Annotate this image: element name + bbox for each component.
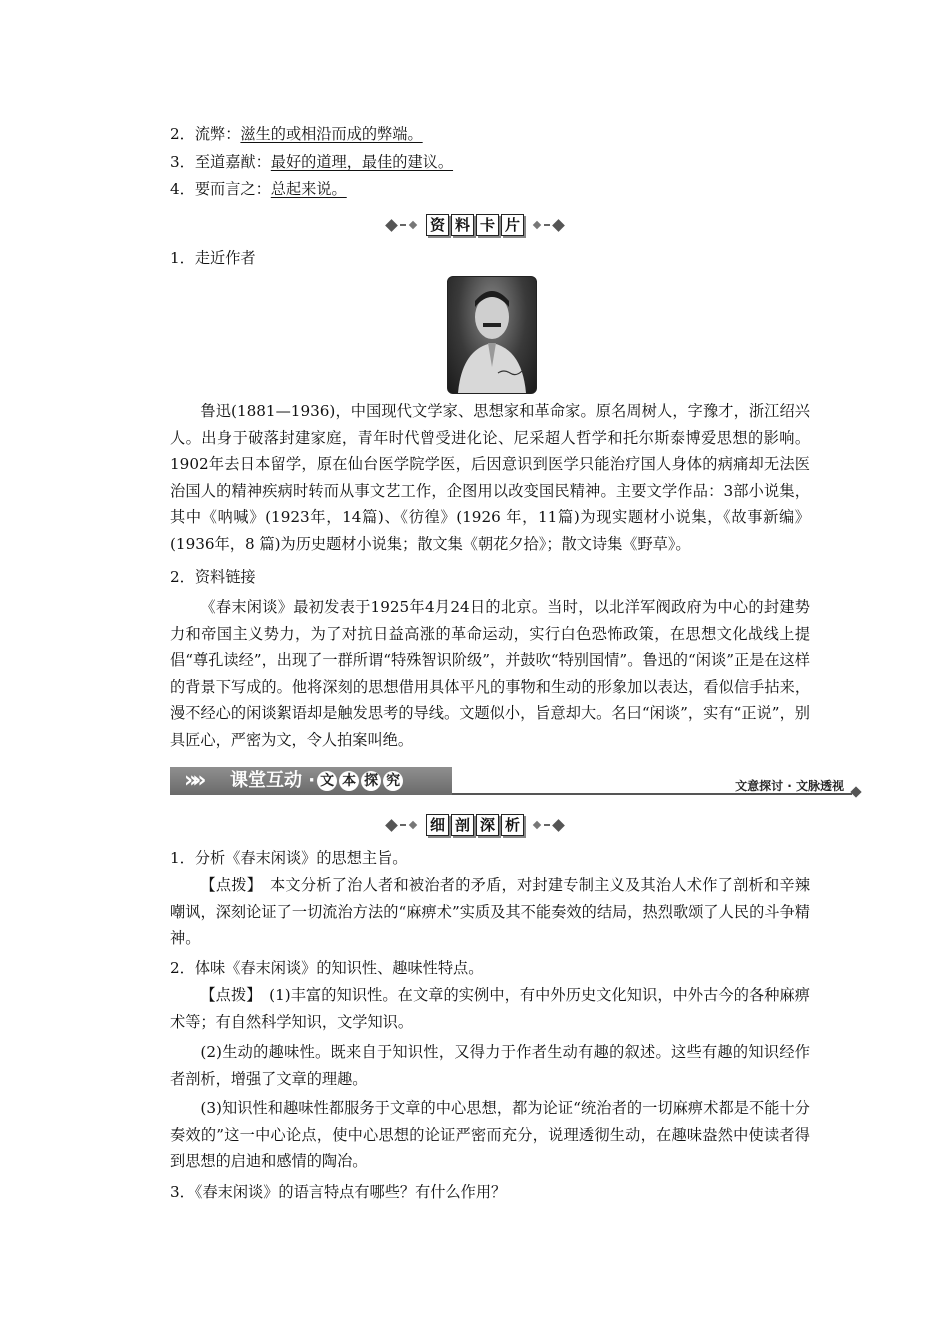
answer-2-part-3: (3)知识性和趣味性都服务于文章的中心思想，都为论证“统治者的一切麻痹术都是不能十分奏效的”这一中心论点，使中心思想的论证严密而充分，说理透彻生动，在趣味盎然中使读者得到思想的启迪和感情的陶冶。 bbox=[170, 1099, 810, 1170]
diamond-ornament-right bbox=[534, 221, 563, 230]
glossary-item bbox=[170, 124, 423, 144]
answer-text: (1)丰富的知识性。在文章的实例中，有中外历史文化知识，中外古今的各种麻痹术等；有自然科学知识，文学知识。 bbox=[170, 986, 810, 1031]
section-title bbox=[426, 214, 524, 236]
glossary-term: 3．至道嘉猷： bbox=[170, 153, 271, 171]
banner-char: 探 bbox=[361, 771, 381, 791]
glossary-definition: 总起来说。 bbox=[270, 180, 347, 198]
diamond-ornament-right bbox=[534, 821, 563, 830]
author-biography: 鲁迅(1881—1936)，中国现代文学家、思想家和革命家。原名周树人，字豫才，浙江绍兴人。出身于破落封建家庭，青年时代曾受进化论、尼采超人哲学和托尔斯泰博爱思想的影响。1902年去日本留学，原在仙台医学院学医，后因意识到医学只能治疗国人身体的病痛却无法医治国人的精神疾病时转而从事文艺工作，企图用以改变国民精神。主要文学作品：3部小说集，其中《呐喊》(1923年，14篇)、《彷徨》(1926 年，11篇)为现实题材小说集，《故事新编》(1936年，8 篇)为历史题材小说集；散文集《朝花夕拾》；散文诗集《野草》。 bbox=[170, 402, 810, 553]
glossary-term: 2．流弊： bbox=[170, 125, 241, 143]
glossary-definition: 最好的道理，最佳的建议。 bbox=[270, 153, 454, 171]
answer-text: 本文分析了治人者和被治者的矛盾，对封建专制主义及其治人术作了剖析和辛辣嘲讽，深刻论证了一切流治方法的“麻痹术”实质及其不能奏效的结局，热烈歌颂了人民的斗争精神。 bbox=[170, 876, 811, 947]
question-2: 2．体味《春末闲谈》的知识性、趣味性特点。 bbox=[170, 959, 484, 977]
classroom-interaction-banner bbox=[170, 763, 860, 803]
section-heading-analysis bbox=[0, 814, 950, 836]
banner-title bbox=[230, 770, 403, 792]
title-char: 资 bbox=[426, 214, 449, 236]
answer-tag: 【点拨】 bbox=[200, 876, 255, 894]
glossary-definition: 滋生的或相沿而成的弊端。 bbox=[240, 125, 423, 143]
glossary-item bbox=[170, 152, 453, 172]
question-1: 1．分析《春末闲谈》的思想主旨。 bbox=[170, 849, 408, 867]
section-heading-materials bbox=[0, 214, 950, 236]
diamond-ornament-left bbox=[387, 221, 416, 230]
title-char: 深 bbox=[476, 814, 499, 836]
banner-char: 究 bbox=[383, 771, 403, 791]
background-text: 《春末闲谈》最初发表于1925年4月24日的北京。当时，以北洋军阀政府为中心的封建势力和帝国主义势力，为了对抗日益高涨的革命运动，实行白色恐怖政策，在思想文化战线上提倡“尊孔读经”，出现了一群所谓“特殊智识阶级”，并鼓吹“特别国情”。鲁迅的“闲谈”正是在这样的背景下写成的。他将深刻的思想借用具体平凡的事物和生动的形象加以表达，看似信手拈来，漫不经心的闲谈絮语却是触发思考的导线。文题似小，旨意却大。名曰“闲谈”，实有“正说”，别具匠心，严密为文，令人拍案叫绝。 bbox=[170, 598, 810, 749]
glossary-item bbox=[170, 179, 347, 199]
diamond-ornament-left bbox=[387, 821, 416, 830]
link-heading: 2．资料链接 bbox=[170, 568, 256, 586]
section-title bbox=[426, 814, 524, 836]
double-chevron-icon: »» bbox=[184, 768, 201, 793]
banner-char: 本 bbox=[339, 771, 359, 791]
question-3: 3．《春末闲谈》的语言特点有哪些？有什么作用？ bbox=[170, 1183, 507, 1201]
title-char: 料 bbox=[451, 214, 474, 236]
banner-char: 文 bbox=[317, 771, 337, 791]
banner-prefix: 课堂互动 · bbox=[230, 770, 316, 791]
author-portrait bbox=[447, 276, 537, 394]
author-heading: 1．走近作者 bbox=[170, 249, 256, 267]
title-char: 片 bbox=[501, 214, 524, 236]
banner-subtitle: 文意探讨 · 文脉透视 bbox=[735, 779, 844, 793]
glossary-term: 4．要而言之： bbox=[170, 180, 271, 198]
answer-2-part-2: (2)生动的趣味性。既来自于知识性，又得力于作者生动有趣的叙述。这些有趣的知识经作者剖析，增强了文章的理趣。 bbox=[170, 1043, 810, 1088]
answer-tag: 【点拨】 bbox=[200, 986, 254, 1004]
title-char: 剖 bbox=[451, 814, 474, 836]
portrait-illustration bbox=[448, 277, 536, 393]
title-char: 析 bbox=[501, 814, 524, 836]
title-char: 细 bbox=[426, 814, 449, 836]
answer-1 bbox=[170, 872, 810, 952]
banner-end-diamond bbox=[850, 786, 861, 797]
title-char: 卡 bbox=[476, 214, 499, 236]
answer-2-part-1 bbox=[170, 982, 810, 1035]
